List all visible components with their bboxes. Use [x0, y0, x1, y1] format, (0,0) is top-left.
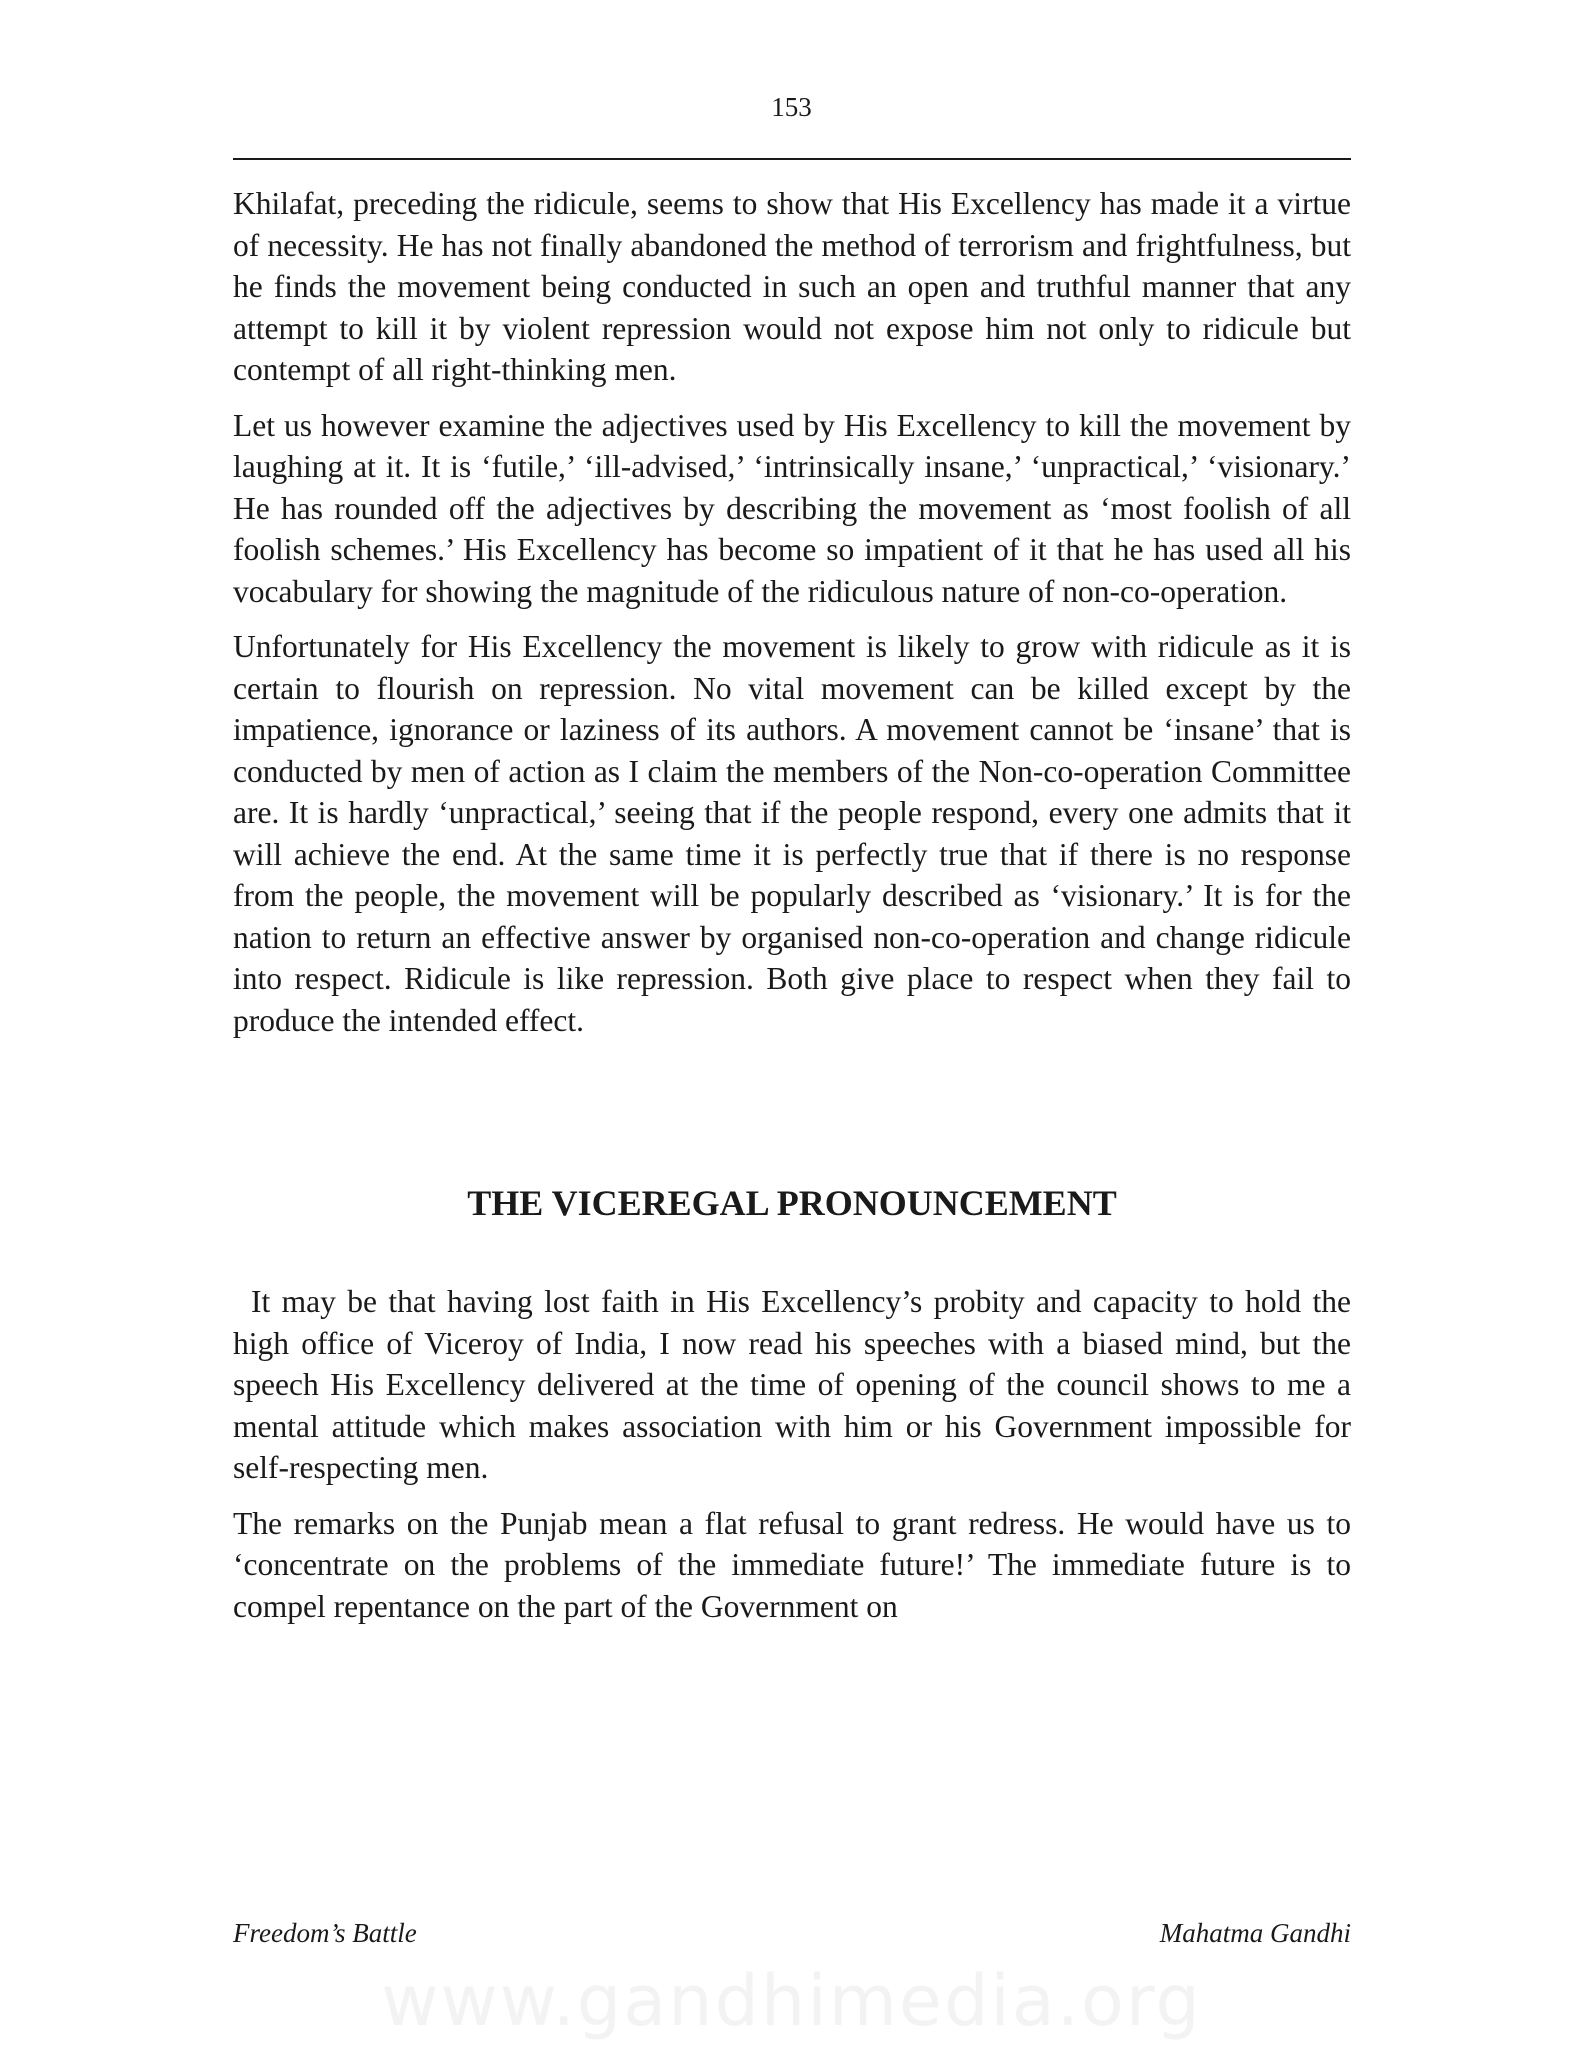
section-title: THE VICEREGAL PRONOUNCEMENT [467, 1183, 1117, 1223]
footer-book-title: Freedom’s Battle [233, 1918, 417, 1948]
header-rule [233, 158, 1351, 160]
paragraph-unfortunately: Unfortunately for His Excellency the movement is likely to grow with ridicule as it is certain to flourish on repression. No vital movement can be killed except by the impatience, ignorance or laziness of its authors. A movement cannot be ‘insane’ that is conducted by men of action as I claim the members of the Non-co-operation Committee are. It is hardly ‘unpractical,’ seeing that if the people respond, every one admits that it will achieve the end. At the same time it is perfectly true that if there is no response from the people, the movement will be popularly described as ‘visionary.’ It is for the nation to return an effective answer by organised non-co-operation and change ridicule into respect. Ridicule is like repression. Both give place to respect when they fail to produce the intended effect. [233, 629, 1351, 1038]
page-body [233, 183, 1351, 1641]
paragraph-punjab: The remarks on the Punjab mean a flat refusal to grant redress. He would have us to ‘concentrate on the problems of the immediate future!’ The immediate future is to compel repentance on the part of the Government on [233, 1505, 1351, 1624]
page-number: 153 [771, 92, 812, 122]
footer-author: Mahatma Gandhi [1159, 1918, 1351, 1948]
paragraph-khilafat: Khilafat, preceding the ridicule, seems to show that His Excellency has made it a virtue of necessity. He has not finally abandoned the method of terrorism and frightfulness, but he finds the movement being conducted in such an open and truthful manner that any attempt to kill it by violent repression would not expose him not only to ridicule but contempt of all right-thinking men. [233, 186, 1351, 387]
paragraph-adjectives: Let us however examine the adjectives used by His Excellency to kill the movement by laughing at it. It is ‘futile,’ ‘ill-advised,’ ‘intrinsically insane,’ ‘unpractical,’ ‘visionary.’ He has rounded off the adjectives by describing the movement as ‘most foolish of all foolish schemes.’ His Excellency has become so impatient of it that he has used all his vocabulary for showing the magnitude of the ridiculous nature of non-co-operation. [233, 407, 1351, 609]
watermark: www.gandhimedia.org [381, 1960, 1202, 2042]
paragraph-probity: It may be that having lost faith in His Excellency’s probity and capacity to hold the high office of Viceroy of India, I now read his speeches with a biased mind, but the speech His Excellency delivered at the time of opening of the council shows to me a mental attitude which makes association with him or his Government impossible for self-respecting men. [233, 1284, 1351, 1485]
